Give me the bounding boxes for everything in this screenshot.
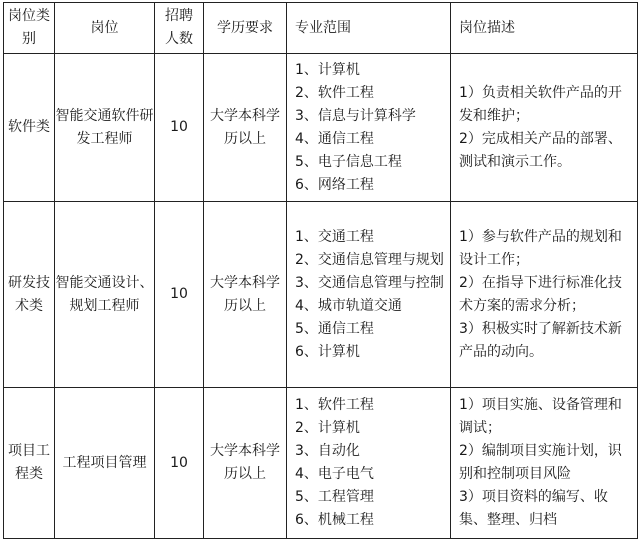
description-item: 1）项目实施、设备管理和调试；: [459, 397, 622, 436]
major-item: 2、交通信息管理与规划: [295, 251, 444, 268]
major-item: 5、通信工程: [295, 320, 374, 337]
major-item: 6、计算机: [295, 343, 360, 360]
description-item: 2）编制项目实施计划，识别和控制项目风险: [459, 443, 622, 482]
row-majors: [287, 54, 451, 202]
row-position: 工程项目管理: [55, 388, 155, 539]
description-item: 3）项目资料的编写、收集、整理、归档: [459, 489, 608, 528]
row-degree: 大学本科学历以上: [204, 202, 287, 388]
row-category: 项目工程类: [4, 388, 55, 539]
row-degree: 大学本科学历以上: [204, 54, 287, 202]
table-row: [4, 202, 638, 388]
description-item: 2）完成相关产品的部署、测试和演示工作。: [459, 130, 622, 170]
header-majors: 专业范围: [287, 3, 451, 54]
row-majors: [287, 388, 451, 539]
major-item: 4、电子电气: [295, 466, 374, 482]
description-item: 1）参与软件产品的规划和设计工作；: [459, 228, 622, 268]
row-count: 10: [155, 202, 204, 388]
description-item: 2）在指导下进行标准化技术方案的需求分析；: [459, 274, 622, 314]
major-item: 4、通信工程: [295, 130, 374, 147]
row-position: 智能交通软件研发工程师: [55, 54, 155, 202]
major-item: 1、计算机: [295, 61, 360, 78]
row-description: [451, 54, 638, 202]
major-item: 5、工程管理: [295, 489, 374, 505]
header-count: 招聘人数: [155, 3, 204, 54]
job-table: [3, 2, 638, 539]
table-header-row: [4, 3, 638, 54]
row-count: 10: [155, 54, 204, 202]
table-row: [4, 388, 638, 539]
major-item: 3、信息与计算科学: [295, 107, 416, 124]
major-item: 4、城市轨道交通: [295, 297, 402, 314]
table-row: [4, 54, 638, 202]
description-item: 3）积极实时了解新技术新产品的动向。: [459, 320, 622, 360]
major-item: 3、自动化: [295, 443, 360, 459]
row-category: 软件类: [4, 54, 55, 202]
row-degree: 大学本科学历以上: [204, 388, 287, 539]
row-description: [451, 202, 638, 388]
major-item: 6、网络工程: [295, 176, 374, 193]
major-item: 6、机械工程: [295, 512, 374, 528]
row-category: 研发技术类: [4, 202, 55, 388]
row-majors: [287, 202, 451, 388]
major-item: 3、交通信息管理与控制: [295, 274, 444, 291]
row-position: 智能交通设计、规划工程师: [55, 202, 155, 388]
header-degree: 学历要求: [204, 3, 287, 54]
row-count: 10: [155, 388, 204, 539]
row-description: [451, 388, 638, 539]
major-item: 2、软件工程: [295, 84, 374, 101]
description-item: 1）负责相关软件产品的开发和维护；: [459, 84, 622, 124]
header-position: 岗位: [55, 3, 155, 54]
header-category: 岗位类别: [4, 3, 55, 54]
major-item: 2、计算机: [295, 420, 360, 436]
major-item: 1、交通工程: [295, 228, 374, 245]
major-item: 1、软件工程: [295, 397, 374, 413]
header-description: 岗位描述: [451, 3, 638, 54]
major-item: 5、电子信息工程: [295, 153, 402, 170]
